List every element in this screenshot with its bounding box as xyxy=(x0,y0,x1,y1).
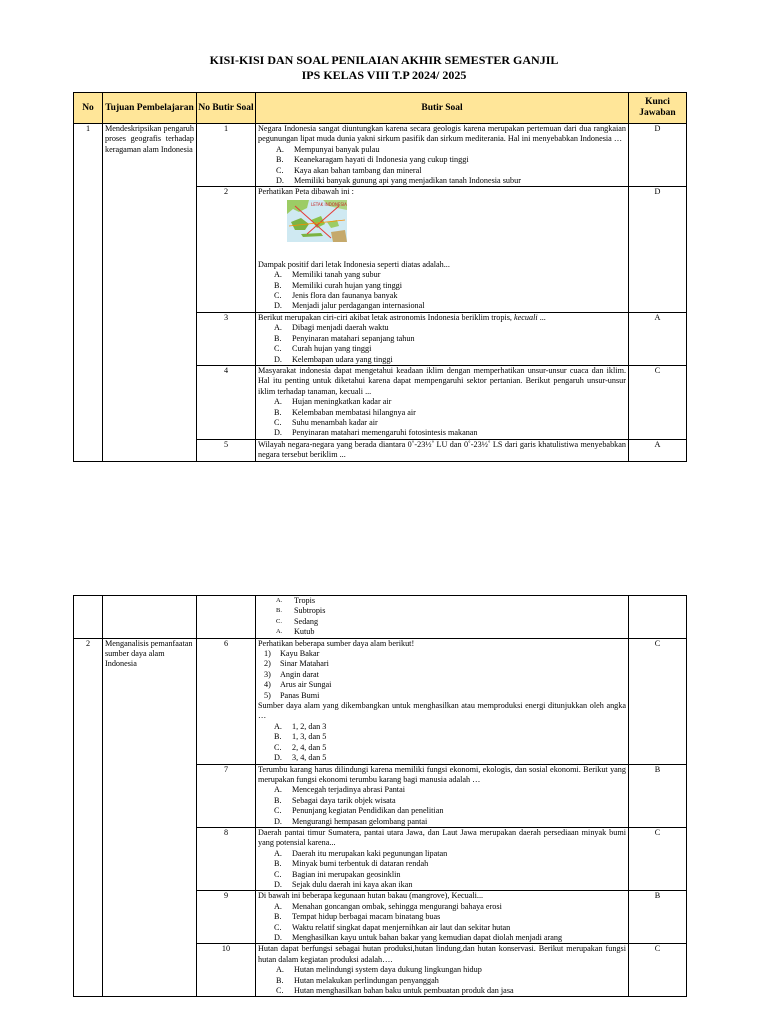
answer-key: D xyxy=(629,187,687,312)
question-number: 5 xyxy=(197,439,256,461)
question-number: 10 xyxy=(197,944,256,997)
answer-key: B xyxy=(629,764,687,827)
learning-objective: Mendeskripsikan pengaruh proses geografis terhadap keragaman alam Indonesia xyxy=(103,124,197,462)
option-text: Panas Bumi xyxy=(280,690,320,700)
option-text: Sejak dulu daerah ini kaya akan ikan xyxy=(292,879,413,889)
option-text: Bagian ini merupakan geosinklin xyxy=(292,869,401,879)
option-letter: C. xyxy=(274,417,282,427)
option-item xyxy=(258,323,626,333)
option-text: Arus air Sungai xyxy=(280,680,332,690)
option-item xyxy=(258,627,626,637)
question-6 xyxy=(256,638,629,764)
option-letter: B. xyxy=(276,975,284,985)
option-letter: A. xyxy=(274,397,282,407)
question-text: Terumbu karang harus dilindungi karena memiliki fungsi ekonomi, ekologis, dan sosial ekonomi. Berikut yang merupakan fungsi ekonomi terumbu karang bagi manusia adalah … xyxy=(258,764,626,784)
question-intro: Perhatikan beberapa sumber daya alam berikut! xyxy=(258,638,415,648)
header-butir-soal: Butir Soal xyxy=(256,93,629,124)
option-letter: D. xyxy=(274,428,282,438)
header-no: No xyxy=(74,93,103,124)
option-letter: D. xyxy=(276,176,284,186)
option-text: Sedang xyxy=(294,616,319,626)
option-item xyxy=(258,849,626,859)
option-list xyxy=(258,270,626,312)
option-letter: B. xyxy=(274,732,282,742)
option-text: Keanekaragam hayati di Indonesia yang cukup tinggi xyxy=(294,155,469,165)
option-item xyxy=(258,880,626,890)
option-letter: B. xyxy=(274,912,282,922)
answer-key: D xyxy=(629,124,687,187)
option-list xyxy=(258,397,626,439)
header-tujuan: Tujuan Pembelajaran xyxy=(103,93,197,124)
option-text: Memiliki banyak gunung api yang menjadikan tanah Indonesia subur xyxy=(294,176,521,186)
option-letter: B. xyxy=(274,859,282,869)
question-number xyxy=(197,596,256,639)
option-text: Penyinaran matahari memengaruhi fotosintesis makanan xyxy=(292,428,478,438)
option-text: Subtropis xyxy=(294,606,326,616)
option-letter: C. xyxy=(274,806,282,816)
question-3 xyxy=(256,312,629,365)
option-item xyxy=(258,659,626,669)
option-letter: A. xyxy=(274,270,282,280)
question-text: Berikut merupakan ciri-ciri akibat letak astronomis Indonesia beriklim tropis, kecuali ... xyxy=(258,312,546,322)
option-item xyxy=(258,176,626,186)
question-4 xyxy=(256,365,629,439)
option-item xyxy=(258,859,626,869)
question-8 xyxy=(256,827,629,890)
table-row xyxy=(74,638,687,764)
table-header-row xyxy=(74,93,687,124)
option-letter: C. xyxy=(276,165,284,175)
option-letter: B. xyxy=(274,280,282,290)
question-number: 2 xyxy=(197,187,256,312)
option-item xyxy=(258,596,626,606)
option-text: Tropis xyxy=(294,596,316,605)
question-number: 4 xyxy=(197,365,256,439)
option-letter: C. xyxy=(274,291,282,301)
option-letter: B. xyxy=(274,333,282,343)
option-text: Kelembapan udara yang tinggi xyxy=(292,354,393,364)
option-text: Memiliki tanah yang subur xyxy=(292,270,381,280)
question-text: Masyarakat indonesia dapat mengetahui keadaan iklim dengan memperhatikan unsur-unsur cuaca dan iklim. Hal itu penting untuk diketahui karena dapat mempengaruhi sektor pertanian. Berikut pengaruh unsur-unsur iklim terhadap tanaman, kecuali ... xyxy=(258,365,626,396)
option-text: Menghasilkan kayu untuk bahan bakar yang kemudian dapat diolah menjadi arang xyxy=(292,933,563,942)
header-no-butir: No Butir Soal xyxy=(197,93,256,124)
option-item xyxy=(258,606,626,616)
option-letter: B. xyxy=(274,407,282,417)
option-item xyxy=(258,408,626,418)
option-item xyxy=(258,301,626,311)
option-text: Kayu Bakar xyxy=(280,649,320,659)
option-text: Curah hujan yang tinggi xyxy=(292,344,372,354)
option-text: Sebagai daya tarik objek wisata xyxy=(292,795,396,805)
answer-key xyxy=(629,596,687,639)
exam-table-page-2 xyxy=(73,595,687,997)
option-letter: A. xyxy=(276,628,283,636)
option-letter: C. xyxy=(274,922,282,932)
answer-key: C xyxy=(629,944,687,997)
option-item xyxy=(258,397,626,407)
option-text: Jenis flora dan faunanya banyak xyxy=(292,291,398,301)
option-item xyxy=(258,796,626,806)
option-text: Mempunyai banyak pulau xyxy=(294,144,380,154)
option-letter: B. xyxy=(274,795,282,805)
option-text: Hutan melakukan perlindungan penyanggah xyxy=(294,975,439,985)
option-item xyxy=(258,743,626,753)
option-letter: 1) xyxy=(264,649,271,659)
option-item xyxy=(258,334,626,344)
option-text: Menjadi jalur perdagangan internasional xyxy=(292,301,425,311)
option-item xyxy=(258,965,626,975)
option-text: Hujan meningkatkan kadar air xyxy=(292,397,392,407)
table-row xyxy=(74,596,687,639)
question-1 xyxy=(256,124,629,187)
answer-key: A xyxy=(629,439,687,461)
option-text: Sinar Matahari xyxy=(280,659,329,669)
option-item xyxy=(258,428,626,438)
question-number: 9 xyxy=(197,891,256,944)
indonesia-map-image xyxy=(287,200,347,242)
option-item xyxy=(258,291,626,301)
option-letter: C. xyxy=(276,986,284,996)
document-title: KISI-KISI DAN SOAL PENILAIAN AKHIR SEMESTER GANJIL xyxy=(209,53,559,67)
answer-key: C xyxy=(629,365,687,439)
row-number: 2 xyxy=(74,638,103,997)
option-item xyxy=(258,649,626,659)
question-intro: Perhatikan Peta dibawah ini : xyxy=(258,187,354,197)
option-letter: A. xyxy=(274,848,282,858)
question-9 xyxy=(256,891,629,944)
option-item xyxy=(258,912,626,922)
option-list xyxy=(258,849,626,891)
learning-objective: Menganalisis pemanfaatan sumber daya alam Indonesia xyxy=(103,638,197,997)
question-number: 3 xyxy=(197,312,256,365)
question-text: Daerah pantai timur Sumatera, pantai utara Jawa, dan Laut Jawa merupakan daerah persediaan minyak bumi yang potensial karena... xyxy=(258,827,626,848)
option-text: 1, 2, dan 3 xyxy=(292,721,327,731)
document-subtitle: IPS KELAS VIII T.P 2024/ 2025 xyxy=(301,68,467,82)
map-label: LETAK INDONESIA xyxy=(311,201,347,207)
option-letter: D. xyxy=(274,879,282,889)
option-item xyxy=(258,976,626,986)
option-list xyxy=(258,785,626,827)
option-letter: A. xyxy=(274,901,282,911)
option-text: Kutub xyxy=(294,627,315,637)
option-letter: 5) xyxy=(264,690,271,700)
option-item xyxy=(258,817,626,827)
option-text: Mencegah terjadinya abrasi Pantai xyxy=(292,785,405,795)
option-item xyxy=(258,680,626,690)
option-text: 2, 4, dan 5 xyxy=(292,742,327,752)
question-number: 6 xyxy=(197,638,256,764)
option-letter: D. xyxy=(274,301,282,311)
option-text: Dibagi menjadi daerah waktu xyxy=(292,323,389,333)
question-10 xyxy=(256,944,629,997)
option-item xyxy=(258,902,626,912)
answer-key: A xyxy=(629,312,687,365)
question-5-continued xyxy=(256,596,629,639)
option-item xyxy=(258,166,626,176)
option-list xyxy=(258,145,626,187)
option-letter: D. xyxy=(274,933,282,942)
option-list xyxy=(258,902,626,944)
option-letter: D. xyxy=(274,753,282,763)
option-item xyxy=(258,986,626,996)
option-list xyxy=(258,596,626,638)
option-text: Penunjang kegiatan Pendidikan dan penelitian xyxy=(292,806,444,816)
option-item xyxy=(258,281,626,291)
option-text: 1, 3, dan 5 xyxy=(292,732,327,742)
option-item xyxy=(258,355,626,365)
resource-list xyxy=(258,649,626,701)
option-text: Kaya akan bahan tambang dan mineral xyxy=(294,165,422,175)
option-text: Daerah itu merupakan kaki pegunungan lipatan xyxy=(292,848,448,858)
option-item xyxy=(258,691,626,701)
option-item xyxy=(258,344,626,354)
answer-key: B xyxy=(629,891,687,944)
question-number: 8 xyxy=(197,827,256,890)
option-item xyxy=(258,870,626,880)
option-letter: A. xyxy=(274,323,282,333)
exam-table-page-1 xyxy=(73,92,687,462)
option-letter: B. xyxy=(276,155,284,165)
question-text: Dampak positif dari letak Indonesia seperti diatas adalah... xyxy=(258,259,450,269)
option-text: Waktu relatif singkat dapat menjernihkan air laut dan sekitar hutan xyxy=(292,922,511,932)
option-letter: D. xyxy=(274,354,282,364)
option-text: Kelembaban membatasi hilangnya air xyxy=(292,407,416,417)
option-letter: A. xyxy=(276,144,284,154)
row-number: 1 xyxy=(74,124,103,462)
option-item xyxy=(258,617,626,627)
option-text: Memiliki curah hujan yang tinggi xyxy=(292,280,403,290)
option-letter: A. xyxy=(274,785,282,795)
row-number xyxy=(74,596,103,639)
option-item xyxy=(258,722,626,732)
question-text: Negara Indonesia sangat diuntungkan karena secara geologis karena merupakan pertemuan dari dua rangkaian pegunungan lipat muda dunia yakni sirkum pasifik dan sirkum mediterania. Hal ini menyebabkan Indonesia … xyxy=(258,124,626,144)
option-letter: C. xyxy=(276,617,282,625)
option-letter: C. xyxy=(274,869,282,879)
option-text: Penyinaran matahari sepanjang tahun xyxy=(292,333,415,343)
option-letter: 2) xyxy=(264,659,271,669)
option-letter: C. xyxy=(274,742,282,752)
option-letter: B. xyxy=(276,607,282,615)
option-item xyxy=(258,418,626,428)
option-item xyxy=(258,933,626,943)
option-letter: A. xyxy=(274,721,282,731)
option-letter: D. xyxy=(274,816,282,826)
option-item xyxy=(258,923,626,933)
question-text: Hutan dapat berfungsi sebagai hutan produksi,hutan lindung,dan hutan konservasi. Berikut merupakan fungsi hutan dalam kegiatan produksi adalah…. xyxy=(258,944,626,964)
option-text: Menahan goncangan ombak, sehingga mengurangi bahaya erosi xyxy=(292,901,502,911)
question-5 xyxy=(256,439,629,461)
option-text: Hutan menghasilkan bahan baku untuk pembuatan produk dan jasa xyxy=(294,986,514,996)
answer-key: C xyxy=(629,638,687,764)
option-text: Mengurangi hempasan gelombang pantai xyxy=(292,816,428,826)
option-text: Minyak bumi terbentuk di dataran rendah xyxy=(292,859,429,869)
option-list xyxy=(258,722,626,764)
question-2 xyxy=(256,187,629,312)
question-text: Di bawah ini beberapa kegunaan hutan bakau (mangrove), Kecuali... xyxy=(258,891,484,901)
option-letter: A. xyxy=(276,965,284,975)
option-list xyxy=(258,965,626,996)
question-7 xyxy=(256,764,629,827)
question-number: 7 xyxy=(197,764,256,827)
question-text: Wilayah negara-negara yang berada diantara 0˚-23½˚ LU dan 0˚-23½˚ LS dari garis khatulistiwa menyebabkan negara tersebut beriklim ... xyxy=(258,439,626,460)
option-item xyxy=(258,806,626,816)
option-letter: 4) xyxy=(264,680,271,690)
option-text: Angin darat xyxy=(280,669,319,679)
option-item xyxy=(258,270,626,280)
question-number: 1 xyxy=(197,124,256,187)
option-text: Suhu menambah kadar air xyxy=(292,417,378,427)
option-item xyxy=(258,753,626,763)
option-text: Hutan melindungi system daya dukung lingkungan hidup xyxy=(294,965,482,975)
option-item xyxy=(258,155,626,165)
option-letter: A. xyxy=(276,597,283,604)
option-text: Tempat hidup berbagai macam binatang buas xyxy=(292,912,441,922)
answer-key: C xyxy=(629,827,687,890)
option-list xyxy=(258,323,626,365)
option-item xyxy=(258,145,626,155)
learning-objective xyxy=(103,596,197,639)
option-letter: C. xyxy=(274,344,282,354)
option-item xyxy=(258,785,626,795)
option-letter: 3) xyxy=(264,669,271,679)
header-kunci: Kunci Jawaban xyxy=(629,93,687,124)
option-item xyxy=(258,732,626,742)
option-item xyxy=(258,670,626,680)
option-text: 3, 4, dan 5 xyxy=(292,753,327,763)
question-text: Sumber daya alam yang dikembangkan untuk menghasilkan atau memproduksi energi ditunjukkan oleh angka … xyxy=(258,701,626,721)
table-row xyxy=(74,124,687,187)
